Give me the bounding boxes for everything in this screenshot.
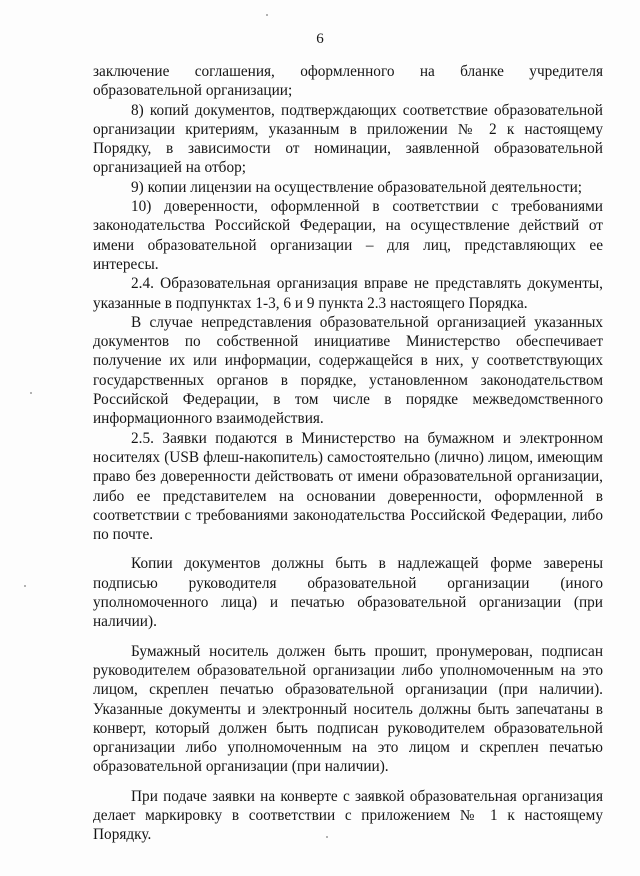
paragraph-item-10: 10) доверенности, оформленной в соответствии с требованиями законодательства Российской Федерации, на осуществление действий от имени образовательной организации – для лиц, представляющих ее интересы. xyxy=(93,198,603,273)
paragraph-non-submission: В случае непредставления образовательной организацией указанных документов по собственной инициативе Министерство обеспечивает получение их или информации, содержащейся в них, у соответствующих государственных органов в порядке, установленном законодательством Российской Федерации, в том числе в порядке межведомственного информационного взаимодействия. xyxy=(93,313,603,428)
paragraph-envelope-marking: При подаче заявки на конверте с заявкой образовательная организация делает маркировку в соответствии с приложением № 1 к настоящему Порядку. xyxy=(93,787,603,844)
paragraph-conclusion-agreement: заключение соглашения, оформленного на бланке учредителя образовательной организации; xyxy=(93,63,603,100)
scan-speck xyxy=(30,392,32,394)
scan-speck xyxy=(266,14,268,16)
paragraph-item-9: 9) копии лицензии на осуществление образовательной деятельности; xyxy=(131,178,583,196)
page-number: 6 xyxy=(316,31,324,47)
document-body xyxy=(93,62,603,845)
paragraph-item-8: 8) копий документов, подтверждающих соответствие образовательной организации критериям, указанным в приложении № 2 к настоящему Порядку, в зависимости от номинации, заявленной образовательной организацией на отбор; xyxy=(93,101,603,177)
paragraph-paper-medium: Бумажный носитель должен быть прошит, пронумерован, подписан руководителем образовательной организации либо уполномоченным на это лицом, скреплен печатью образовательной организации (при наличии). Указанные документы и электронный носитель должны быть запечатаны в конверт, который должен быть подписан руководителем образовательной организации либо уполномоченным на это лицом и скреплен печатью образовательной организации (при наличии). xyxy=(93,642,603,776)
paragraph-section-2-4: 2.4. Образовательная организация вправе не представлять документы, указанные в подпунктах 1-3, 6 и 9 пункта 2.3 настоящего Порядка. xyxy=(93,275,603,312)
paragraph-section-2-5: 2.5. Заявки подаются в Министерство на бумажном и электронном носителях (USB флеш-накопитель) самостоятельно (лично) лицом, имеющим право без доверенности действовать от имени образовательной организации, либо ее представителем на основании доверенности, оформленной в соответствии с требованиями законодательства Российской Федерации, либо по почте. xyxy=(93,429,603,544)
scan-speck xyxy=(326,836,328,838)
paragraph-copies-certification: Копии документов должны быть в надлежащей форме заверены подписью руководителя образовательной организации (иного уполномоченного лица) и печатью образовательной организации (при наличии). xyxy=(93,555,603,631)
scan-speck xyxy=(24,585,26,587)
